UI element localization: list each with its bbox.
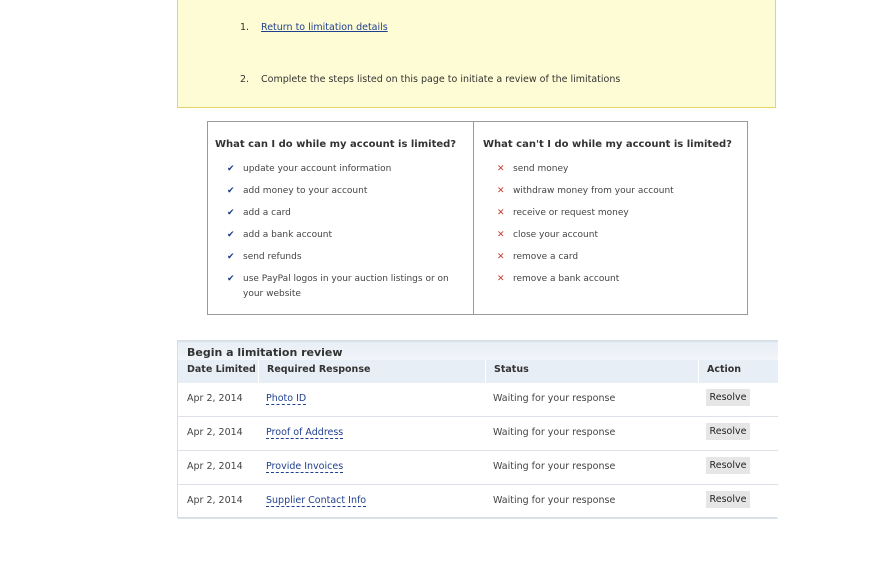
step-number: 1. <box>240 22 250 33</box>
notice-step-1 <box>240 22 388 33</box>
required-response-link-proof-of-address[interactable]: Proof of Address <box>266 427 344 438</box>
x-icon: ✕ <box>497 230 505 240</box>
date-limited: Apr 2, 2014 <box>187 495 243 506</box>
table-row <box>178 485 778 519</box>
can-do-item: ✔ add money to your account <box>227 184 467 199</box>
cannot-do-item: ✕ close your account <box>497 228 737 243</box>
can-do-heading: What can I do while my account is limited? <box>215 139 457 150</box>
column-header-date: Date Limited <box>187 364 256 375</box>
status-text: Waiting for your response <box>493 427 616 438</box>
step-number: 2. <box>240 74 250 85</box>
limitation-review-table <box>177 340 777 518</box>
step-text: Complete the steps listed on this page to initiate a review of the limitations <box>261 74 621 85</box>
x-icon: ✕ <box>497 208 505 218</box>
column-header-response: Required Response <box>267 364 371 375</box>
checkmark-icon: ✔ <box>227 230 235 240</box>
table-header-row <box>178 360 778 383</box>
resolve-button[interactable]: Resolve <box>706 423 750 440</box>
review-title: Begin a limitation review <box>187 346 343 359</box>
checkmark-icon: ✔ <box>227 164 235 174</box>
cannot-do-item: ✕ send money <box>497 162 737 177</box>
cannot-do-item: ✕ withdraw money from your account <box>497 184 737 199</box>
required-response-link-supplier-contact-info[interactable]: Supplier Contact Info <box>266 495 367 506</box>
can-do-item: ✔ send refunds <box>227 250 467 265</box>
checkmark-icon: ✔ <box>227 274 235 284</box>
status-text: Waiting for your response <box>493 393 616 404</box>
return-to-limitation-details-link[interactable]: Return to limitation details <box>261 22 388 33</box>
column-header-action: Action <box>707 364 742 375</box>
notice-step-2 <box>240 74 620 85</box>
resolve-button[interactable]: Resolve <box>706 457 750 474</box>
can-do-item: ✔ add a card <box>227 206 467 221</box>
status-text: Waiting for your response <box>493 461 616 472</box>
table-row <box>178 451 778 485</box>
limitation-notice <box>177 0 776 108</box>
can-do-item: ✔ update your account information <box>227 162 467 177</box>
cannot-do-item: ✕ remove a card <box>497 250 737 265</box>
resolve-button[interactable]: Resolve <box>706 389 750 406</box>
can-do-item: ✔ add a bank account <box>227 228 467 243</box>
status-text: Waiting for your response <box>493 495 616 506</box>
date-limited: Apr 2, 2014 <box>187 427 243 438</box>
x-icon: ✕ <box>497 274 505 284</box>
x-icon: ✕ <box>497 252 505 262</box>
x-icon: ✕ <box>497 186 505 196</box>
can-do-item: ✔ use PayPal logos in your auction listings or on your website <box>227 274 449 299</box>
checkmark-icon: ✔ <box>227 186 235 196</box>
limitation-capabilities-box <box>207 121 748 315</box>
checkmark-icon: ✔ <box>227 208 235 218</box>
review-title-bar <box>178 340 778 360</box>
table-row <box>178 383 778 417</box>
date-limited: Apr 2, 2014 <box>187 393 243 404</box>
cannot-do-item: ✕ remove a bank account <box>497 272 737 287</box>
cannot-do-column <box>473 122 747 314</box>
checkmark-icon: ✔ <box>227 252 235 262</box>
resolve-button[interactable]: Resolve <box>706 491 750 508</box>
cannot-do-item: ✕ receive or request money <box>497 206 737 221</box>
column-header-status: Status <box>494 364 529 375</box>
required-response-link-provide-invoices[interactable]: Provide Invoices <box>266 461 344 472</box>
required-response-link-photo-id[interactable]: Photo ID <box>266 393 307 404</box>
can-do-column <box>208 122 474 314</box>
x-icon: ✕ <box>497 164 505 174</box>
date-limited: Apr 2, 2014 <box>187 461 243 472</box>
cannot-do-heading: What can't I do while my account is limited? <box>483 139 732 150</box>
table-row <box>178 417 778 451</box>
